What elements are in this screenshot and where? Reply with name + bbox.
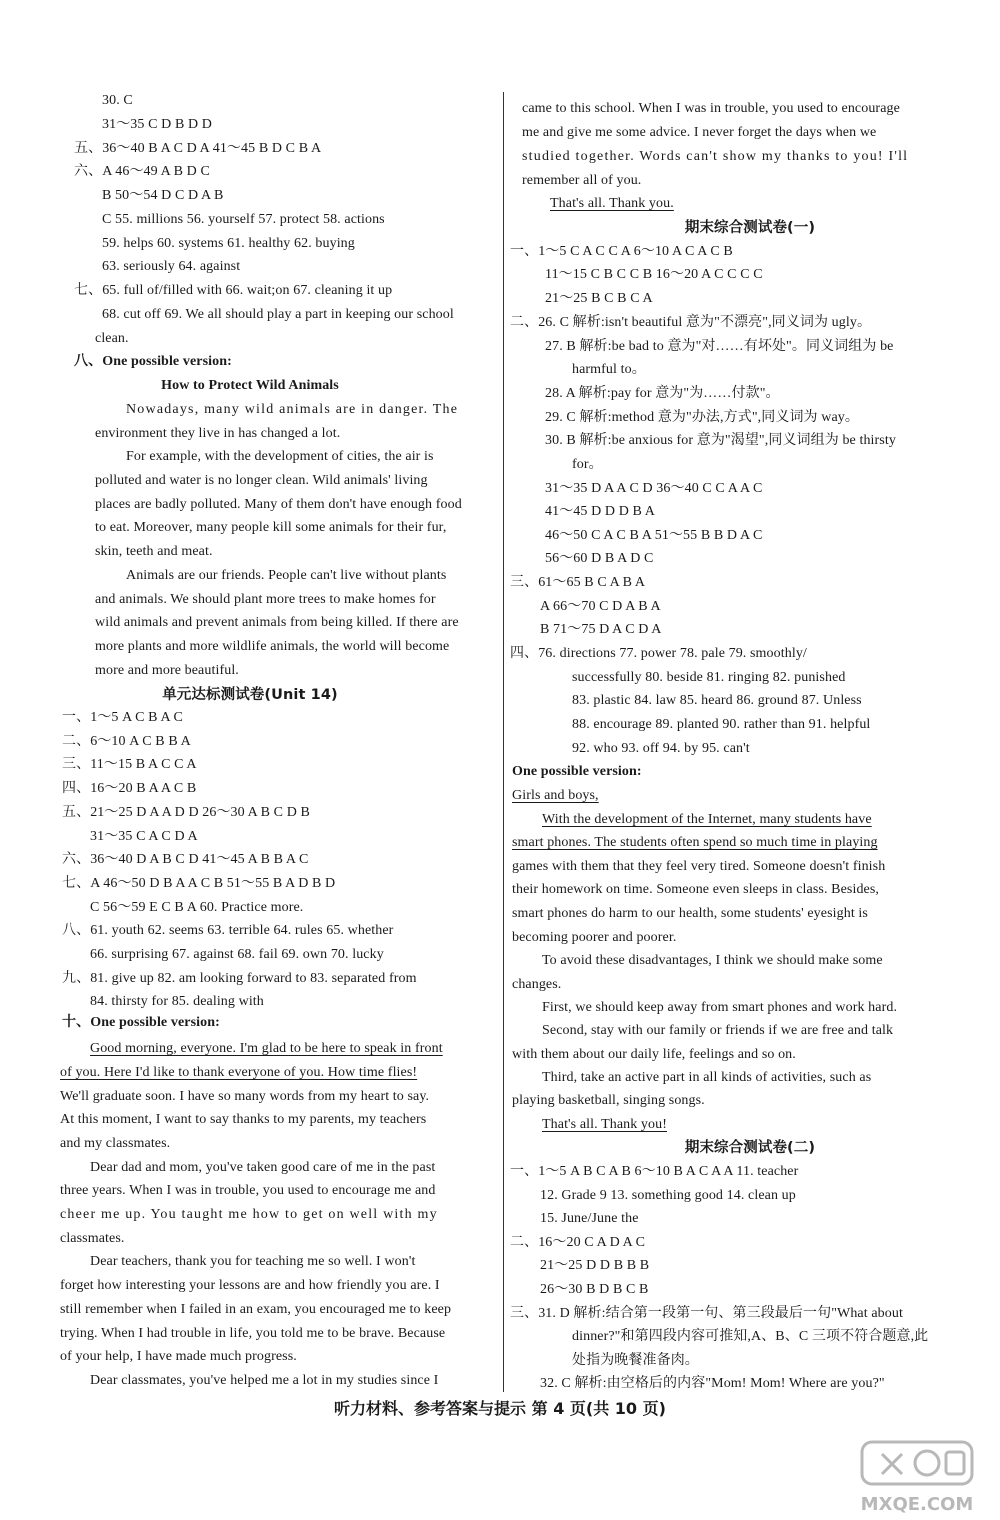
left-text-line: more plants and more wildlife animals, the world will become [95,639,450,654]
right-text-line: With the development of the Internet, many students have [542,812,872,827]
right-text-line: me and give me some advice. I never forget the days when we [522,125,877,140]
left-text-line: skin, teeth and meat. [95,544,213,559]
left-text-line: Animals are our friends. People can't live without plants [126,568,447,583]
right-text-line: 12. Grade 9 13. something good 14. clean up [540,1188,796,1203]
left-text-line: more and more beautiful. [95,663,239,678]
right-text-line: 46～50 C A C B A 51～55 B B D A C [545,528,763,543]
left-text-line: to eat. Moreover, many people kill some animals for their fur, [95,520,447,535]
left-text-line: 三、11～15 B A C C A [62,757,197,772]
right-text-line: Girls and boys, [512,788,599,803]
left-text-line: Dear teachers, thank you for teaching me so well. I won't [90,1254,416,1269]
watermark-text: MXQE.COM [860,1494,974,1515]
right-text-line: 29. C 解析:method 意为"办法,方式",同义词为 way。 [545,410,859,425]
left-text-line: B 50～54 D C D A B [102,188,224,203]
left-text-line: 四、16～20 B A A C B [62,781,197,796]
left-text-line: 七、65. full of/filled with 66. wait;on 67. cleaning it up [74,283,393,298]
left-text-line: 八、61. youth 62. seems 63. terrible 64. rules 65. whether [62,923,394,938]
left-text-line: three years. When I was in trouble, you used to encourage me and [60,1183,436,1198]
right-text-line: changes. [512,977,562,992]
left-text-line: 31～35 C D B D D [102,117,213,132]
right-text-line: 15. June/June the [540,1211,639,1226]
left-text-line: 十、One possible version: [62,1015,220,1030]
right-text-line: 83. plastic 84. law 85. heard 86. ground 87. Unless [572,693,862,708]
left-text-line: C 56～59 E C B A 60. Practice more. [90,900,304,915]
right-text-line: 92. who 93. off 94. by 95. can't [572,741,750,756]
right-text-line: B 71～75 D A C D A [540,622,662,637]
right-text-line: came to this school. When I was in trouble, you used to encourage [522,101,900,116]
right-text-line: 二、26. C 解析:isn't beautiful 意为"不漂亮",同义词为 ugly。 [510,315,872,330]
left-text-line: clean. [95,331,129,346]
left-text-line: 五、36～40 B A C D A 41～45 B D C B A [74,141,322,156]
left-text-line: 30. C [102,93,133,108]
right-text-line: 二、16～20 C A D A C [510,1235,646,1250]
left-text-line: 九、81. give up 82. am looking forward to 83. separated from [62,971,417,986]
right-text-line: 30. B 解析:be anxious for 意为"渴望",同义词组为 be thirsty [545,433,896,448]
right-text-line: First, we should keep away from smart phones and work hard. [542,1000,898,1015]
left-text-line: 八、One possible version: [74,354,232,369]
left-text-line: 六、36～40 D A B C D 41～45 A B B A C [62,852,309,867]
right-text-line: That's all. Thank you! [542,1117,667,1132]
left-text-line: Nowadays, many wild animals are in danger. The [126,402,459,417]
left-text-line: 66. surprising 67. against 68. fail 69. own 70. lucky [90,947,384,962]
right-text-line: One possible version: [512,764,642,779]
page-footer: 听力材料、参考答案与提示 第 4 页(共 10 页) [334,1399,666,1418]
right-text-line: Second, stay with our family or friends if we are free and talk [542,1023,894,1038]
right-text-line: 处指为晚餐准备肉。 [572,1353,699,1368]
right-text-line: successfully 80. beside 81. ringing 82. punished [572,670,846,685]
left-text-line: For example, with the development of cities, the air is [126,449,434,464]
left-text-line: At this moment, I want to say thanks to my parents, my teachers [60,1112,427,1127]
left-text-line: and my classmates. [60,1136,171,1151]
right-text-line: becoming poorer and poorer. [512,930,677,945]
left-text-line: Dear dad and mom, you've taken good care of me in the past [90,1160,436,1175]
right-text-line: 一、1～5 A B C A B 6～10 B A C A A 11. teacher [510,1164,799,1179]
right-text-line: 三、61～65 B C A B A [510,575,646,590]
watermark-logo [842,1438,992,1518]
left-text-line: of you. Here I'd like to thank everyone of you. How time flies! [60,1065,418,1080]
right-text-line: harmful to。 [572,362,646,377]
right-text-line: remember all of you. [522,173,642,188]
right-text-line: 四、76. directions 77. power 78. pale 79. smoothly/ [510,646,807,661]
right-text-line: 41～45 D D D B A [545,504,656,519]
right-text-line: 32. C 解析:由空格后的内容"Mom! Mom! Where are you?" [540,1376,885,1391]
left-text-line: trying. When I had trouble in life, you told me to be brave. Because [60,1326,446,1341]
answer-stamp-icon [862,1442,972,1484]
right-text-line: 21～25 B C B C A [545,291,653,306]
left-text-line: We'll graduate soon. I have so many words from my heart to say. [60,1089,430,1104]
column-divider [503,92,504,1392]
right-text-line: 21～25 D D B B B [540,1258,650,1273]
right-text-line: for。 [572,457,603,472]
left-text-line: 五、21～25 D A A D D 26～30 A B C D B [62,805,310,820]
right-text-line: 一、1～5 C A C C A 6～10 A C A C B [510,244,733,259]
right-text-line: with them about our daily life, feelings and so on. [512,1047,796,1062]
right-text-line: smart phones. The students often spend so much time in playing [512,835,878,850]
right-text-line: their homework on time. Someone even sleeps in class. Besides, [512,882,880,897]
left-text-line: Dear classmates, you've helped me a lot in my studies since I [90,1373,439,1388]
right-text-line: smart phones do harm to our health, some students' eyesight is [512,906,868,921]
right-text-line: playing basketball, singing songs. [512,1093,705,1108]
left-text-line: 63. seriously 64. against [102,259,241,274]
left-text-line: classmates. [60,1231,125,1246]
left-text-line: 六、A 46～49 A B D C [74,164,210,179]
right-text-line: studied together. Words can't show my thanks to you! I'll [522,149,909,164]
left-text-line: polluted and water is no longer clean. Wild animals' living [95,473,428,488]
left-text-line: and animals. We should plant more trees to make homes for [95,592,436,607]
right-text-line: 26～30 B D B C B [540,1282,649,1297]
right-text-line: 88. encourage 89. planted 90. rather than 91. helpful [572,717,871,732]
right-text-line: That's all. Thank you. [550,196,674,211]
left-text-line: still remember when I failed in an exam, you encouraged me to keep [60,1302,452,1317]
right-text-line: 期末综合测试卷(二) [684,1140,816,1156]
right-text-line: Third, take an active part in all kinds of activities, such as [542,1070,872,1085]
left-text-line: How to Protect Wild Animals [161,378,339,393]
left-text-line: 二、6～10 A C B B A [62,734,191,749]
right-text-line: 27. B 解析:be bad to 意为"对……有坏处"。同义词组为 be [545,339,894,354]
left-text-line: forget how interesting your lessons are and how friendly you are. I [60,1278,440,1293]
right-text-line: dinner?"和第四段内容可推知,A、B、C 三项不符合题意,此 [572,1329,929,1344]
left-text-line: 31～35 C A C D A [90,829,198,844]
left-text-line: 单元达标测试卷(Unit 14) [162,687,338,703]
right-text-line: 28. A 解析:pay for 意为"为……付款"。 [545,386,780,401]
right-text-line: 期末综合测试卷(一) [684,220,816,236]
left-text-line: wild animals and prevent animals from being killed. If there are [95,615,459,630]
right-text-line: 11～15 C B C C B 16～20 A C C C C [545,267,763,282]
left-text-line: 七、A 46～50 D B A A C B 51～55 B A D B D [62,876,336,891]
right-text-line: games with them that they feel very tired. Someone doesn't finish [512,859,886,874]
right-text-line: A 66～70 C D A B A [540,599,661,614]
right-text-line: 56～60 D B A D C [545,551,654,566]
left-text-line: C 55. millions 56. yourself 57. protect 58. actions [102,212,385,227]
left-text-line: Good morning, everyone. I'm glad to be here to speak in front [90,1041,443,1056]
right-text-line: To avoid these disadvantages, I think we should make some [542,953,883,968]
left-text-line: cheer me up. You taught me how to get on well with my [60,1207,438,1222]
left-text-line: 84. thirsty for 85. dealing with [90,994,264,1009]
left-text-line: places are badly polluted. Many of them don't have enough food [95,497,462,512]
left-text-line: 一、1～5 A C B A C [62,710,183,725]
left-text-line: environment they live in has changed a lot. [95,426,341,441]
right-text-line: 31～35 D A A C D 36～40 C C A A C [545,481,763,496]
left-text-line: of your help, I have made much progress. [60,1349,297,1364]
left-text-line: 68. cut off 69. We all should play a part in keeping our school [102,307,454,322]
left-text-line: 59. helps 60. systems 61. healthy 62. buying [102,236,355,251]
right-text-line: 三、31. D 解析:结合第一段第一句、第三段最后一句"What about [510,1306,903,1321]
